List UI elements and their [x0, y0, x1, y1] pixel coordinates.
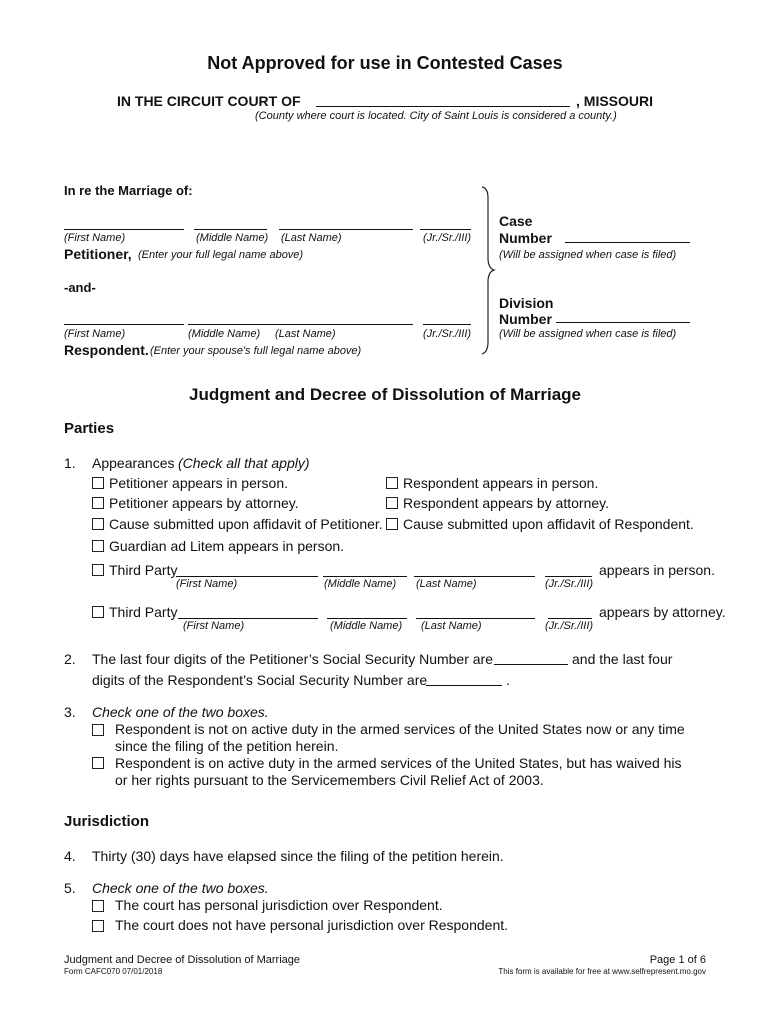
ssn-petitioner-text: The last four digits of the Petitioner’s Social Security Number are: [92, 651, 494, 667]
petitioner-by-attorney-checkbox[interactable]: [92, 497, 104, 509]
petitioner-in-person-checkbox[interactable]: [92, 477, 104, 489]
ssn-respondent-text: digits of the Respondent’s Social Security Number are: [92, 672, 428, 688]
third-party-2-first-name-label: (First Name): [183, 620, 245, 632]
third-party-2-last-name-label: (Last Name): [421, 620, 482, 632]
respondent-note: (Enter your spouse's full legal name above): [150, 345, 362, 357]
third-party-1-suffix-label: (Jr./Sr./III): [545, 578, 594, 590]
petitioner-label: Petitioner,: [64, 246, 132, 262]
petitioner-ssn-line[interactable]: [494, 664, 568, 665]
and-label: -and-: [64, 280, 96, 295]
has-jurisdiction-label: The court has personal jurisdiction over Respondent.: [115, 897, 443, 913]
respondent-first-name-label: (First Name): [64, 328, 126, 340]
respondent-affidavit-label: Cause submitted upon affidavit of Respondent.: [403, 516, 694, 532]
respondent-last-name-line[interactable]: [279, 324, 413, 325]
item-4-number: 4.: [64, 848, 76, 864]
petitioner-last-name-label: (Last Name): [281, 232, 342, 244]
caption-brace: [478, 186, 498, 356]
parties-heading: Parties: [64, 420, 115, 437]
item-3-hint: Check one of the two boxes.: [92, 704, 269, 720]
third-party-1-middle-name-line[interactable]: [323, 576, 407, 577]
division-note: (Will be assigned when case is filed): [499, 328, 677, 340]
respondent-in-person-checkbox[interactable]: [386, 477, 398, 489]
third-party-2-last-name-line[interactable]: [416, 618, 535, 619]
petitioner-by-attorney-label: Petitioner appears by attorney.: [109, 495, 299, 511]
item-4-text: Thirty (30) days have elapsed since the filing of the petition herein.: [92, 848, 504, 864]
respondent-affidavit-checkbox[interactable]: [386, 518, 398, 530]
item-5-hint: Check one of the two boxes.: [92, 880, 269, 896]
third-party-2-first-name-line[interactable]: [178, 618, 318, 619]
third-party-in-person-label: Third Party: [109, 562, 178, 578]
footer-title: Judgment and Decree of Dissolution of Marriage: [64, 954, 301, 966]
guardian-ad-litem-checkbox[interactable]: [92, 540, 104, 552]
petitioner-first-name-label: (First Name): [64, 232, 126, 244]
third-party-by-attorney-label: Third Party: [109, 604, 178, 620]
third-party-2-middle-name-label: (Middle Name): [330, 620, 403, 632]
third-party-1-suffix-line[interactable]: [545, 576, 592, 577]
active-duty-waived-checkbox[interactable]: [92, 757, 104, 769]
court-suffix: , MISSOURI: [576, 93, 654, 109]
not-active-duty-line1: Respondent is not on active duty in the armed services of the United States now or any time: [115, 721, 685, 737]
item-1-number: 1.: [64, 455, 76, 471]
division-number-label: Number: [499, 311, 552, 327]
no-jurisdiction-checkbox[interactable]: [92, 920, 104, 932]
not-active-duty-line2: since the filing of the petition herein.: [115, 738, 339, 754]
document-title: Judgment and Decree of Dissolution of Marriage: [188, 385, 581, 404]
third-party-by-attorney-suffix-text: appears by attorney.: [599, 604, 726, 620]
respondent-label: Respondent.: [64, 342, 149, 358]
third-party-1-first-name-label: (First Name): [176, 578, 238, 590]
respondent-suffix-line[interactable]: [423, 324, 471, 325]
third-party-2-middle-name-line[interactable]: [327, 618, 407, 619]
guardian-ad-litem-label: Guardian ad Litem appears in person.: [109, 538, 345, 554]
case-label: Case: [499, 213, 533, 229]
third-party-1-middle-name-label: (Middle Name): [324, 578, 397, 590]
third-party-1-first-name-line[interactable]: [176, 576, 318, 577]
third-party-2-suffix-line[interactable]: [548, 618, 592, 619]
page-heading: Not Approved for use in Contested Cases: [207, 53, 563, 73]
county-note: (County where court is located. City of Saint Louis is considered a county.): [255, 110, 617, 122]
petitioner-affidavit-label: Cause submitted upon affidavit of Petitioner.: [109, 516, 383, 532]
division-label: Division: [499, 295, 554, 311]
third-party-in-person-checkbox[interactable]: [92, 564, 104, 576]
petitioner-middle-name-label: (Middle Name): [196, 232, 269, 244]
footer-availability-note: This form is available for free at www.selfrepresent.mo.gov: [498, 967, 706, 976]
petitioner-suffix-label: (Jr./Sr./III): [423, 232, 472, 244]
petitioner-middle-name-line[interactable]: [194, 229, 267, 230]
respondent-by-attorney-checkbox[interactable]: [386, 497, 398, 509]
footer-page-number: Page 1 of 6: [649, 954, 706, 966]
no-jurisdiction-label: The court does not have personal jurisdiction over Respondent.: [115, 917, 509, 933]
active-duty-waived-line1: Respondent is on active duty in the armed services of the United States, but has waived his: [115, 755, 682, 771]
case-note: (Will be assigned when case is filed): [499, 249, 677, 261]
footer-form-id: Form CAFC070 07/01/2018: [64, 967, 163, 976]
respondent-ssn-line[interactable]: [426, 685, 502, 686]
case-number-line[interactable]: [565, 242, 690, 243]
third-party-by-attorney-checkbox[interactable]: [92, 606, 104, 618]
has-jurisdiction-checkbox[interactable]: [92, 900, 104, 912]
division-number-line[interactable]: [556, 322, 690, 323]
petitioner-suffix-line[interactable]: [420, 229, 471, 230]
petitioner-last-name-line[interactable]: [279, 229, 413, 230]
active-duty-waived-line2: or her rights pursuant to the Servicemembers Civil Relief Act of 2003.: [115, 772, 544, 788]
in-re-label: In re the Marriage of:: [64, 183, 193, 198]
county-input-line[interactable]: [316, 106, 570, 107]
case-number-label: Number: [499, 230, 552, 246]
item-2-number: 2.: [64, 651, 76, 667]
respondent-last-name-label: (Last Name): [275, 328, 336, 340]
respondent-suffix-label: (Jr./Sr./III): [423, 328, 472, 340]
third-party-in-person-suffix-text: appears in person.: [599, 562, 715, 578]
petitioner-affidavit-checkbox[interactable]: [92, 518, 104, 530]
third-party-1-last-name-label: (Last Name): [416, 578, 477, 590]
ssn-continue-text: and the last four: [572, 651, 673, 667]
third-party-1-last-name-line[interactable]: [414, 576, 535, 577]
item-3-number: 3.: [64, 704, 76, 720]
not-active-duty-checkbox[interactable]: [92, 724, 104, 736]
respondent-in-person-label: Respondent appears in person.: [403, 475, 599, 491]
respondent-middle-name-label: (Middle Name): [188, 328, 261, 340]
petitioner-in-person-label: Petitioner appears in person.: [109, 475, 288, 491]
petitioner-first-name-line[interactable]: [64, 229, 184, 230]
ssn-period: .: [506, 672, 510, 688]
item-5-number: 5.: [64, 880, 76, 896]
appearances-hint: (Check all that apply): [178, 455, 310, 471]
petitioner-note: (Enter your full legal name above): [138, 249, 304, 261]
respondent-first-name-line[interactable]: [64, 324, 184, 325]
third-party-2-suffix-label: (Jr./Sr./III): [545, 620, 594, 632]
appearances-label: Appearances: [92, 455, 175, 471]
jurisdiction-heading: Jurisdiction: [64, 813, 150, 830]
court-prefix: IN THE CIRCUIT COURT OF: [117, 93, 301, 109]
respondent-by-attorney-label: Respondent appears by attorney.: [403, 495, 609, 511]
